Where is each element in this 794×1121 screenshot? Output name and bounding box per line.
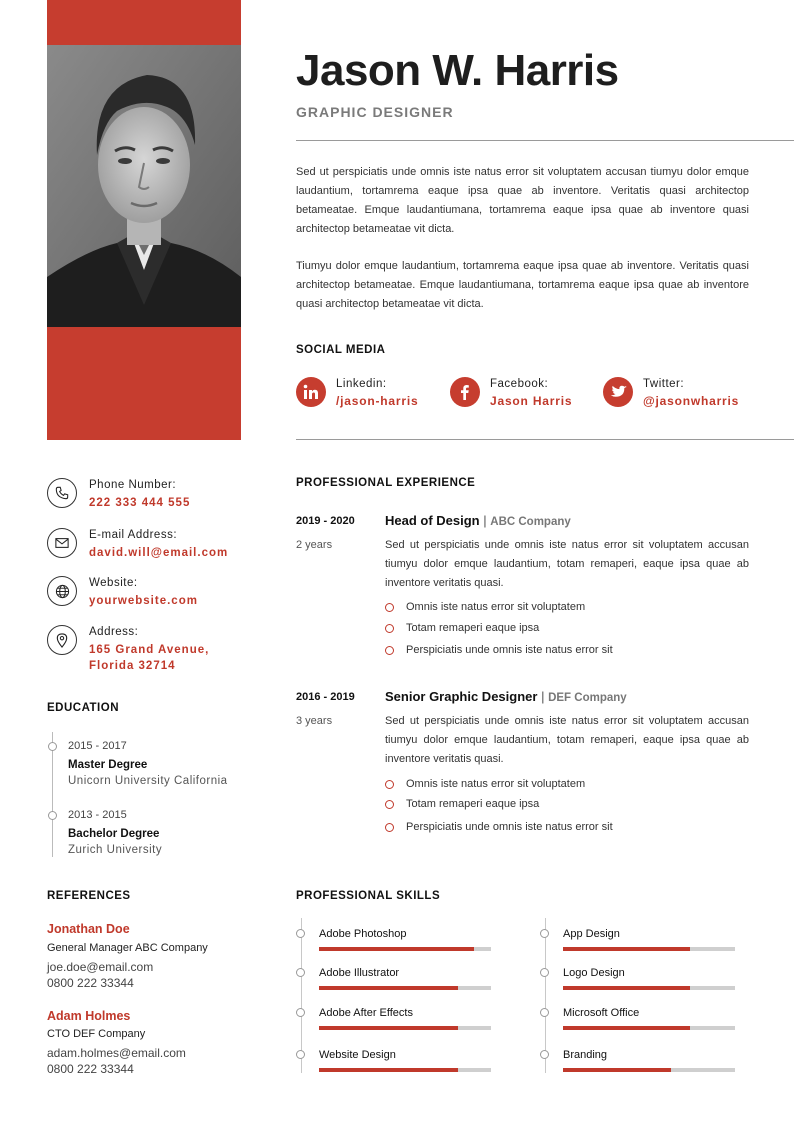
social-label: Twitter: [643, 378, 685, 390]
skill-timeline-dot [540, 1008, 549, 1017]
job-bullet: Perspiciatis unde omnis iste natus error sit [406, 821, 613, 833]
skill-level-track [563, 986, 735, 990]
bullet-circle-icon [385, 646, 394, 655]
social-facebook[interactable] [450, 376, 600, 410]
social-handle[interactable]: @jasonwharris [643, 394, 740, 408]
social-twitter[interactable] [603, 376, 773, 410]
skill-level-fill [319, 1026, 458, 1030]
globe-icon [47, 576, 77, 606]
address-line-1: 165 Grand Avenue, [89, 644, 210, 656]
education-years: 2015 - 2017 [68, 740, 127, 752]
skill-level-track [319, 1026, 491, 1030]
reference-name: Adam Holmes [47, 1009, 131, 1023]
job-company: ABC Company [490, 516, 571, 528]
job-separator: | [541, 689, 545, 704]
facebook-icon [450, 377, 480, 407]
social-label: Linkedin: [336, 378, 387, 390]
job-bullet: Omnis iste natus error sit voluptatem [406, 778, 585, 790]
job-bullet: Perspiciatis unde omnis iste natus error sit [406, 644, 613, 656]
job-bullet: Totam remaperi eaque ipsa [406, 622, 539, 634]
skill-level-track [563, 1068, 735, 1072]
skill-name: App Design [563, 928, 620, 940]
job-role: Head of Design [385, 513, 480, 528]
job-duration: 3 years [296, 715, 333, 727]
social-label: Facebook: [490, 378, 549, 390]
contact-phone [47, 478, 267, 512]
address-line-2: Florida 32714 [89, 660, 176, 672]
skill-level-fill [563, 986, 690, 990]
divider [296, 439, 794, 440]
bullet-circle-icon [385, 603, 394, 612]
reference-phone: 0800 222 33344 [47, 976, 134, 990]
divider [296, 140, 794, 141]
job-years: 2016 - 2019 [296, 691, 355, 703]
education-school: Unicorn University California [68, 775, 228, 787]
website-url[interactable]: yourwebsite.com [89, 595, 198, 607]
job-bullet: Omnis iste natus error sit voluptatem [406, 601, 585, 613]
job-bullet: Totam remaperi eaque ipsa [406, 798, 539, 810]
reference-phone: 0800 222 33344 [47, 1062, 134, 1076]
job-description: Sed ut perspiciatis unde omnis iste natus error sit voluptatem accusan tiumyu dolor emque laudantium, totam remaperi, eaque ipsa quae ab inventore veritatis quasi. [385, 715, 749, 765]
skill-name: Website Design [319, 1049, 396, 1061]
job-role: Senior Graphic Designer [385, 689, 538, 704]
skill-level-fill [563, 1026, 690, 1030]
linkedin-icon [296, 377, 326, 407]
education-degree: Bachelor Degree [68, 828, 160, 840]
job-title: GRAPHIC DESIGNER [296, 104, 454, 120]
education-years: 2013 - 2015 [68, 809, 127, 821]
bullet-circle-icon [385, 823, 394, 832]
mail-icon [47, 528, 77, 558]
social-handle[interactable]: Jason Harris [490, 394, 573, 408]
skill-level-track [563, 947, 735, 951]
contact-label: E-mail Address: [89, 529, 178, 541]
skill-timeline-dot [540, 1050, 549, 1059]
skill-timeline-dot [296, 929, 305, 938]
social-media-heading: SOCIAL MEDIA [296, 344, 386, 356]
contact-label: Phone Number: [89, 479, 177, 491]
skill-level-fill [319, 986, 458, 990]
job-years: 2019 - 2020 [296, 515, 355, 527]
phone-number[interactable]: 222 333 444 555 [89, 497, 191, 509]
job-title-line [385, 513, 571, 528]
skill-level-fill [563, 1068, 671, 1072]
skill-name: Adobe Photoshop [319, 928, 407, 940]
skill-level-fill [319, 947, 474, 951]
intro-paragraph: Sed ut perspiciatis unde omnis iste natus error sit voluptatem accusan tiumyu dolor emque laudantium, tortamrema eaque ipsa quae ab inventore. Veritatis quasi architectop betameatae. Emque laudantiumana, tortamrema eaque ipsa quae ab inventore quasi architectop betameatae vit dicta. [296, 166, 749, 235]
reference-email[interactable]: adam.holmes@email.com [47, 1046, 186, 1060]
bullet-circle-icon [385, 624, 394, 633]
bullet-circle-icon [385, 780, 394, 789]
education-school: Zurich University [68, 844, 163, 856]
skill-level-track [319, 986, 491, 990]
skill-name: Adobe After Effects [319, 1007, 413, 1019]
reference-name: Jonathan Doe [47, 922, 130, 936]
timeline-dot [48, 811, 57, 820]
skill-level-track [563, 1026, 735, 1030]
contact-label: Website: [89, 577, 138, 589]
education-degree: Master Degree [68, 759, 148, 771]
skill-name: Microsoft Office [563, 1007, 640, 1019]
skill-level-fill [563, 947, 690, 951]
skills-heading: PROFESSIONAL SKILLS [296, 890, 441, 902]
social-handle[interactable]: /jason-harris [336, 394, 419, 408]
profile-photo [47, 45, 241, 327]
job-company: DEF Company [548, 692, 627, 704]
skill-level-track [319, 1068, 491, 1072]
skill-timeline-dot [296, 1008, 305, 1017]
reference-email[interactable]: joe.doe@email.com [47, 960, 154, 974]
job-description: Sed ut perspiciatis unde omnis iste natus error sit voluptatem accusan tiumyu dolor emque laudantium, totam remaperi, eaque ipsa quae ab inventore veritatis quasi. [385, 539, 749, 589]
bullet-circle-icon [385, 800, 394, 809]
skill-timeline-dot [296, 1050, 305, 1059]
skill-name: Branding [563, 1049, 608, 1061]
contact-website [47, 576, 267, 610]
twitter-icon [603, 377, 633, 407]
contact-label: Address: [89, 626, 139, 638]
timeline-dot [48, 742, 57, 751]
skill-timeline-dot [540, 968, 549, 977]
intro-paragraph: Tiumyu dolor emque laudantium, tortamrema eaque ipsa quae ab inventore. Veritatis quasi architectop betameatae. Emque laudantiumana, tortamrema eaque ipsa quae ab inventore quasi architectop betameatae vit dicta. [296, 260, 749, 310]
location-pin-icon [47, 625, 77, 655]
candidate-name: Jason W. Harris [296, 46, 619, 95]
email-address[interactable]: david.will@email.com [89, 547, 229, 559]
contact-email [47, 528, 267, 562]
job-title-line [385, 689, 627, 704]
skill-timeline-dot [540, 929, 549, 938]
skill-name: Logo Design [563, 967, 625, 979]
skill-level-fill [319, 1068, 458, 1072]
phone-icon [47, 478, 77, 508]
job-duration: 2 years [296, 539, 333, 551]
experience-heading: PROFESSIONAL EXPERIENCE [296, 477, 476, 489]
social-linkedin[interactable] [296, 376, 446, 410]
skill-timeline-dot [296, 968, 305, 977]
skill-name: Adobe Illustrator [319, 967, 400, 979]
references-heading: REFERENCES [47, 890, 131, 902]
reference-title: General Manager ABC Company [47, 942, 208, 954]
reference-title: CTO DEF Company [47, 1028, 146, 1040]
job-separator: | [483, 513, 487, 528]
contact-address [47, 625, 267, 675]
education-heading: EDUCATION [47, 702, 120, 714]
skill-level-track [319, 947, 491, 951]
